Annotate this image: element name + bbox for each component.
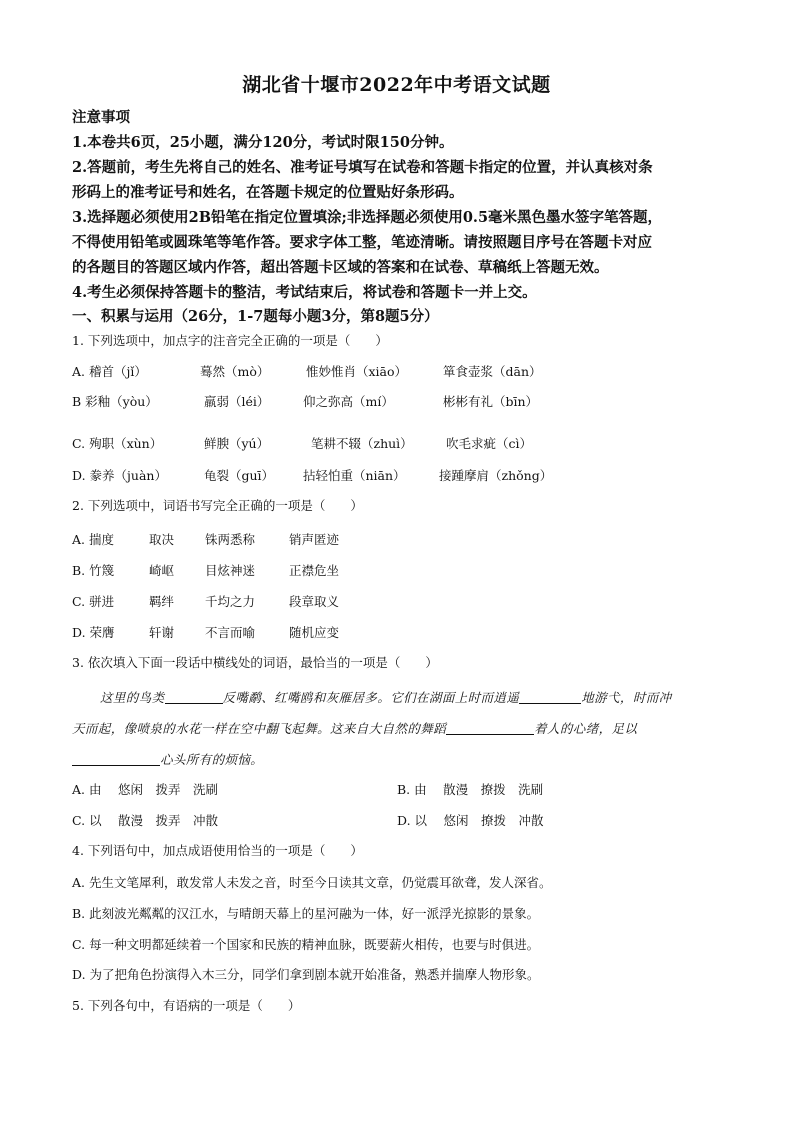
q1-option-a: A. 稽首（jǐ） [72, 364, 147, 379]
passage-line [72, 750, 263, 768]
q2-option-c-item: 羁绊 [149, 594, 175, 609]
q1-option-a-item: 蓦然（mò） [200, 364, 270, 379]
q2-option-c-item: 段章取义 [289, 594, 340, 609]
notice-heading: 注意事项 [72, 109, 130, 126]
passage-text: 心头所有的烦恼。 [160, 752, 264, 767]
passage-text: 反嘴鹬、红嘴鸥和灰雁居多。它们在湖面上时而逍遥 [222, 690, 520, 705]
q1-option-d-item: 接踵摩肩（zhǒng） [439, 468, 553, 483]
question-stem: 1. 下列选项中，加点字的注音完全正确的一项是（ ） [72, 333, 388, 348]
q3-option-b: B. 由 散漫 撩拨 洗刷 [397, 782, 544, 797]
notice-line: 4.考生必须保持答题卡的整洁，考试结束后，将试卷和答题卡一并上交。 [72, 284, 537, 301]
q1-option-b-item: 彬彬有礼（bīn） [443, 394, 539, 409]
question-stem: 4. 下列语句中，加点成语使用恰当的一项是（ ） [72, 843, 363, 858]
q1-option-c-item: 鲜腴（yú） [204, 436, 270, 451]
q1-option-d: D. 豢养（juàn） [72, 468, 167, 483]
q1-option-c-item: 笔耕不辍（zhuì） [311, 436, 413, 451]
question-stem: 3. 依次填入下面一段话中横线处的词语，最恰当的一项是（ ） [72, 655, 438, 670]
notice-line: 3.选择题必须使用2B铅笔在指定位置填涂;非选择题必须使用0.5毫米黑色墨水签字笔答题， [72, 209, 663, 226]
passage-text: 着人的心绪，足以 [534, 721, 638, 736]
q2-option-c: C. 骈进 [72, 594, 115, 609]
question-stem: 2. 下列选项中，词语书写完全正确的一项是（ ） [72, 498, 363, 513]
q4-option-b: B. 此刻波光粼粼的汉江水，与晴朗天幕上的星河融为一体，好一派浮光掠影的景象。 [72, 906, 540, 921]
notice-line: 2.答题前，考生先将自己的姓名、准考证号填写在试卷和答题卡指定的位置，并认真核对条 [72, 159, 653, 176]
notice-line: 的各题目的答题区域内作答，超出答题卡区域的答案和在试卷、草稿纸上答题无效。 [72, 259, 609, 276]
section-heading: 一、积累与运用（26分，1-7题每小题3分，第8题5分） [72, 308, 439, 325]
q1-option-a-item: 箪食壶浆（dān） [443, 364, 542, 379]
passage-line [100, 688, 672, 706]
passage-line [72, 719, 637, 737]
q2-option-a-item: 销声匿迹 [289, 532, 340, 547]
q4-option-c: C. 每一种文明都延续着一个国家和民族的精神血脉，既要薪火相传，也要与时俱进。 [72, 937, 540, 952]
notice-line: 形码上的准考证号和姓名，在答题卡规定的位置贴好条形码。 [72, 184, 464, 201]
q2-option-d-item: 不言而喻 [205, 625, 256, 640]
q2-option-b-item: 正襟危坐 [289, 563, 340, 578]
q2-option-d-item: 随机应变 [289, 625, 340, 640]
q1-option-c: C. 殉职（xùn） [72, 436, 163, 451]
q1-option-d-item: 拈轻怕重（niān） [303, 468, 406, 483]
q3-option-a: A. 由 悠闲 拨弄 洗刷 [72, 782, 218, 797]
passage-text: 天而起，像喷泉的水花一样在空中翻飞起舞。这来自大自然的舞蹈 [72, 721, 447, 736]
fill-blank [519, 690, 581, 704]
q2-option-d: D. 荣膺 [72, 625, 115, 640]
q2-option-d-item: 轩谢 [149, 625, 175, 640]
fill-blank [446, 721, 534, 735]
q1-option-c-item: 吹毛求疵（cì） [446, 436, 532, 451]
q1-option-d-item: 龟裂（guī） [204, 468, 275, 483]
q2-option-b-item: 目炫神迷 [205, 563, 256, 578]
passage-text: 这里的鸟类 [100, 690, 165, 705]
q2-option-a: A. 揣度 [72, 532, 114, 547]
q3-option-c: C. 以 散漫 拨弄 冲散 [72, 813, 219, 828]
fill-blank [72, 752, 160, 766]
q3-option-d: D. 以 悠闲 撩拨 冲散 [397, 813, 544, 828]
q2-option-b-item: 崎岖 [149, 563, 175, 578]
q2-option-a-item: 铢两悉称 [205, 532, 256, 547]
q2-option-a-item: 取决 [149, 532, 175, 547]
q2-option-b: B. 竹篾 [72, 563, 115, 578]
notice-line: 不得使用铅笔或圆珠笔等笔作答。要求字体工整，笔迹清晰。请按照题目序号在答题卡对应 [72, 234, 652, 251]
notice-line: 1.本卷共6页，25小题，满分120分，考试时限150分钟。 [72, 134, 454, 151]
passage-text: 地游弋，时而冲 [581, 690, 672, 705]
page-title: 湖北省十堰市2022年中考语文试题 [242, 74, 551, 96]
q4-option-a: A. 先生文笔犀利，敢发常人未发之音，时至今日读其文章，仍觉震耳欲聋，发人深省。 [72, 875, 552, 890]
q1-option-b-item: 仰之弥高（mí） [303, 394, 394, 409]
fill-blank [165, 690, 223, 704]
q4-option-d: D. 为了把角色扮演得入木三分，同学们拿到剧本就开始准备，熟悉并揣摩人物形象。 [72, 967, 540, 982]
q1-option-a-item: 惟妙惟肖（xiāo） [306, 364, 408, 379]
q1-option-b-item: 羸弱（léi） [204, 394, 270, 409]
q2-option-c-item: 千均之力 [205, 594, 256, 609]
question-stem: 5. 下列各句中，有语病的一项是（ ） [72, 998, 301, 1013]
q1-option-b: B 彩釉（yòu） [72, 394, 158, 409]
